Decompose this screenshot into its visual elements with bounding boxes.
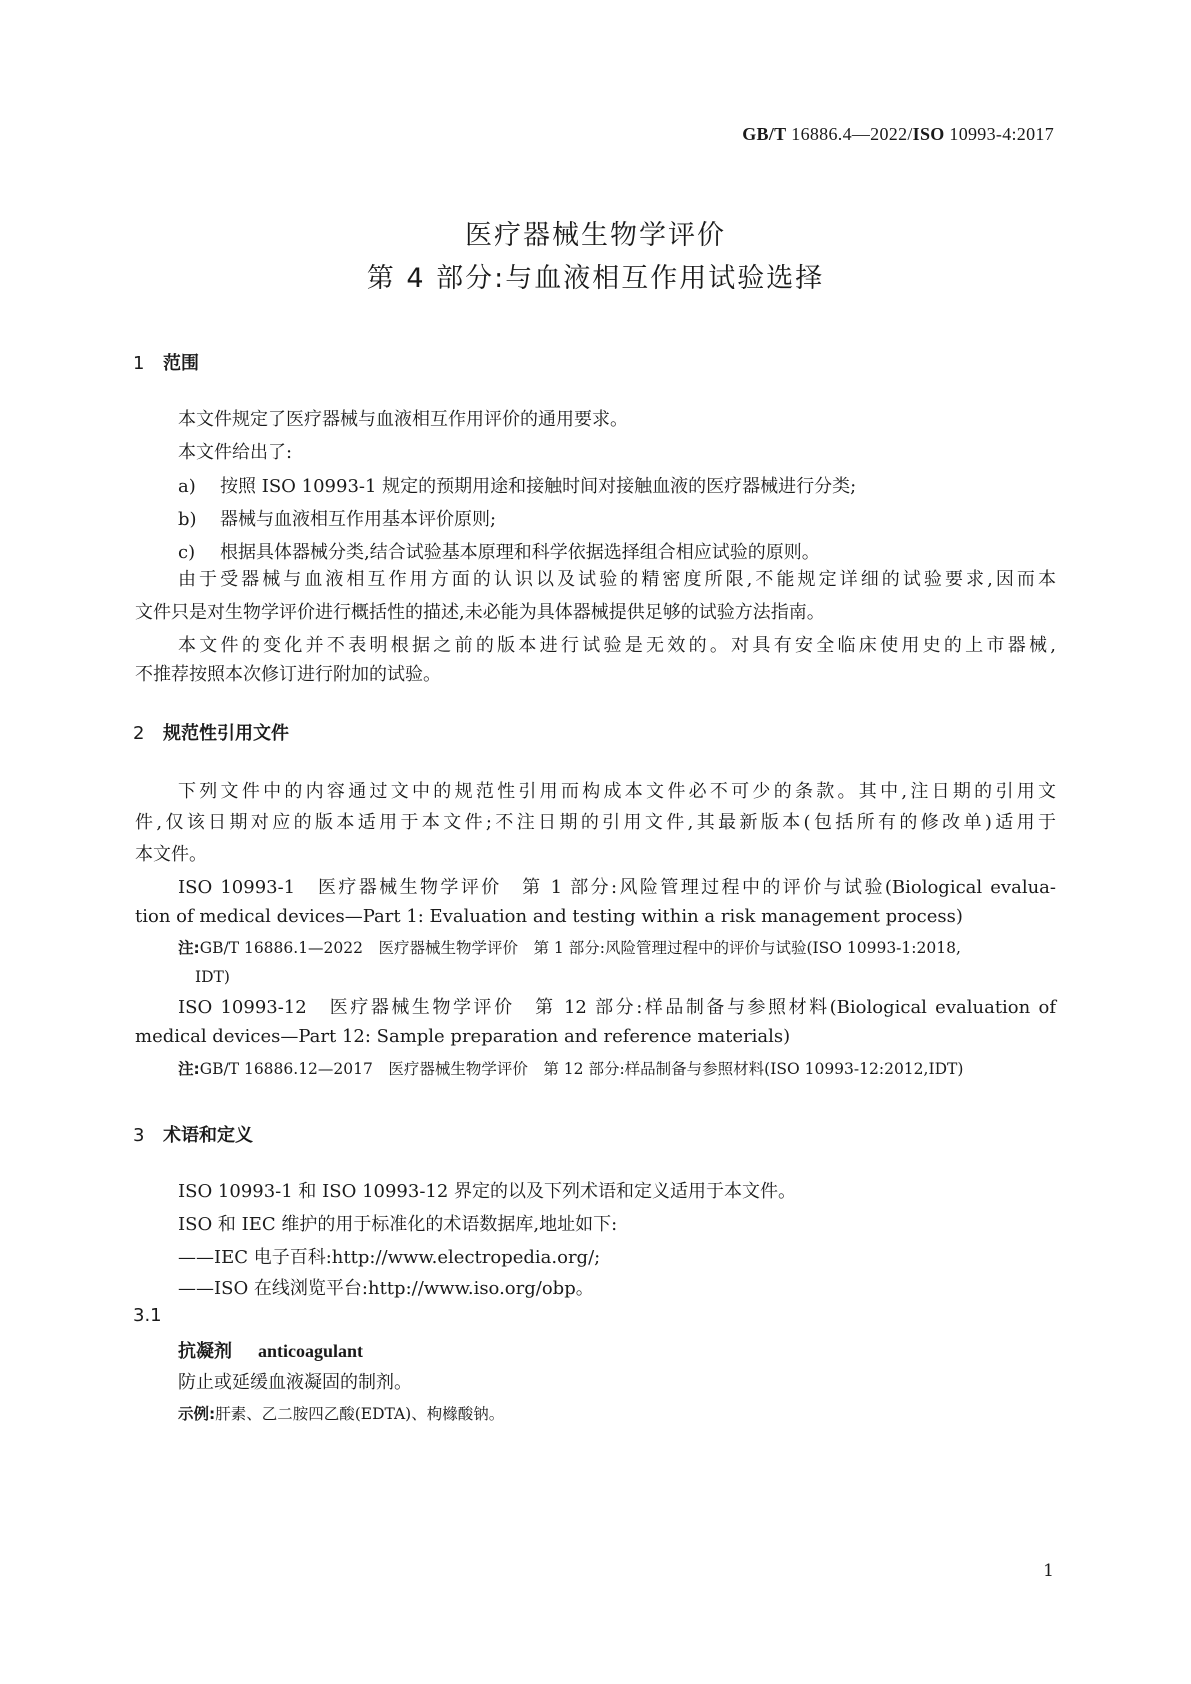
- term-example: 示例:肝素、乙二胺四乙酸(EDTA)、枸橼酸钠。: [178, 1405, 505, 1423]
- section-3-para-1: ISO 10993-1 和 ISO 10993-12 界定的以及下列术语和定义适用于本文件。: [178, 1181, 797, 1202]
- note-1-line2: IDT): [195, 968, 230, 986]
- reference-1-line1: ISO 10993-1 医疗器械生物学评价 第 1 部分:风险管理过程中的评价与试验(Biological evalua-: [178, 877, 1056, 898]
- section-2-para-line3: 本文件。: [135, 844, 207, 865]
- section-1-para-3-line1: 由于受器械与血液相互作用方面的认识以及试验的精密度所限,不能规定详细的试验要求,因而本: [178, 569, 1056, 590]
- term-entry: 抗凝剂 anticoagulant: [178, 1341, 364, 1362]
- note-1: 注:GB/T 16886.1—2022 医疗器械生物学评价 第 1 部分:风险管理过程中的评价与试验(ISO 10993-1:2018,: [178, 939, 961, 957]
- reference-2-line1: ISO 10993-12 医疗器械生物学评价 第 12 部分:样品制备与参照材料(Biological evaluation of: [178, 997, 1056, 1018]
- section-3-heading: 3 术语和定义: [133, 1125, 253, 1146]
- section-1-para-3-line2: 文件只是对生物学评价进行概括性的描述,未必能为具体器械提供足够的试验方法指南。: [135, 602, 825, 623]
- section-1-para-4-line2: 不推荐按照本次修订进行附加的试验。: [135, 664, 441, 685]
- page-number: 1: [1043, 1561, 1054, 1581]
- terminology-database-iso: ——ISO 在线浏览平台:http://www.iso.org/obp。: [178, 1278, 594, 1299]
- reference-1-line2: tion of medical devices—Part 1: Evaluation and testing within a risk management process): [135, 906, 963, 927]
- standard-code: GB/T 16886.4—2022/ISO 10993-4:2017: [742, 124, 1054, 144]
- document-title-line1: 医疗器械生物学评价: [465, 220, 726, 251]
- reference-2-line2: medical devices—Part 12: Sample preparation and reference materials): [135, 1026, 791, 1047]
- term-number: 3.1: [133, 1305, 162, 1326]
- list-item: a) 按照 ISO 10993-1 规定的预期用途和接触时间对接触血液的医疗器械进行分类;: [178, 476, 857, 497]
- section-1-heading: 1 范围: [133, 353, 199, 374]
- note-2: 注:GB/T 16886.12—2017 医疗器械生物学评价 第 12 部分:样品制备与参照材料(ISO 10993-12:2012,IDT): [178, 1060, 964, 1078]
- list-item: b) 器械与血液相互作用基本评价原则;: [178, 509, 497, 530]
- section-3-para-2: ISO 和 IEC 维护的用于标准化的术语数据库,地址如下:: [178, 1214, 618, 1235]
- section-2-heading: 2 规范性引用文件: [133, 723, 289, 744]
- term-definition: 防止或延缓血液凝固的制剂。: [178, 1372, 412, 1393]
- section-1-para-1: 本文件规定了医疗器械与血液相互作用评价的通用要求。: [178, 409, 628, 430]
- section-2-para-line1: 下列文件中的内容通过文中的规范性引用而构成本文件必不可少的条款。其中,注日期的引用文: [178, 781, 1056, 802]
- section-1-para-4-line1: 本文件的变化并不表明根据之前的版本进行试验是无效的。对具有安全临床使用史的上市器械,: [178, 635, 1056, 656]
- document-title-line2: 第 4 部分:与血液相互作用试验选择: [366, 263, 825, 294]
- section-2-para-line2: 件,仅该日期对应的版本适用于本文件;不注日期的引用文件,其最新版本(包括所有的修改单)适用于: [135, 812, 1056, 833]
- section-1-para-2: 本文件给出了:: [178, 442, 293, 463]
- terminology-database-iec: ——IEC 电子百科:http://www.electropedia.org/;: [178, 1247, 601, 1268]
- list-item: c) 根据具体器械分类,结合试验基本原理和科学依据选择组合相应试验的原则。: [178, 542, 820, 563]
